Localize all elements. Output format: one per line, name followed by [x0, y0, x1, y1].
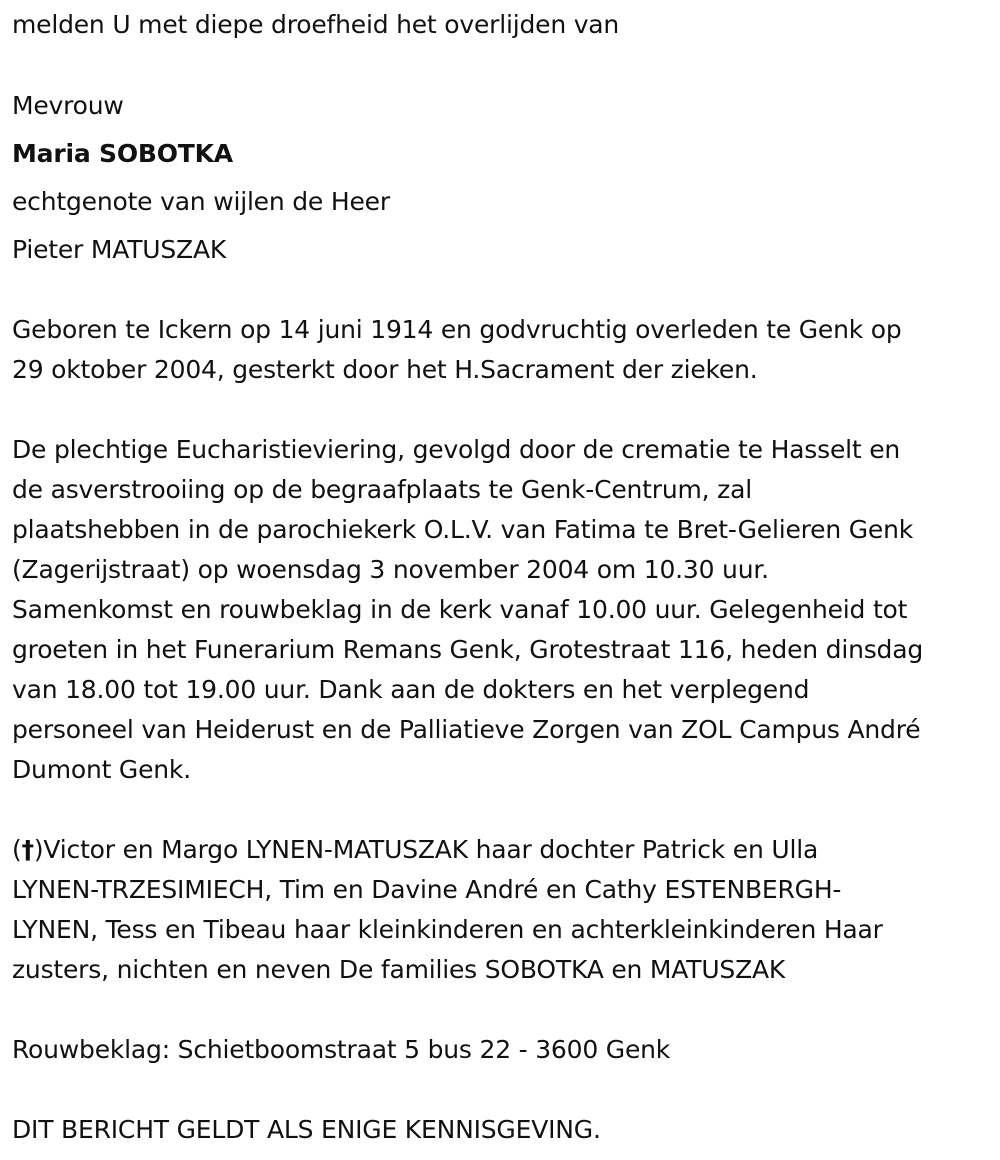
closing-statement: DIT BERICHT GELDT ALS ENIGE KENNISGEVING. — [12, 1115, 601, 1144]
birth-death-paragraph — [12, 310, 987, 390]
paragraph-line: plaatshebben in de parochiekerk O.L.V. van Fatima te Bret-Gelieren Genk — [12, 515, 914, 544]
paragraph-line: LYNEN, Tess en Tibeau haar kleinkinderen en achterkleinkinderen Haar — [12, 915, 883, 944]
paragraph-line: de asverstrooiing op de begraafplaats te Genk-Centrum, zal — [12, 475, 752, 504]
paragraph-line: zusters, nichten en neven De families SOBOTKA en MATUSZAK — [12, 955, 786, 984]
paragraph-line: Geboren te Ickern op 14 juni 1914 en godvruchtig overleden te Genk op — [12, 315, 902, 344]
ceremony-paragraph — [12, 430, 987, 790]
paragraph-line: (Zagerijstraat) op woensdag 3 november 2004 om 10.30 uur. — [12, 555, 769, 584]
salutation: Mevrouw — [12, 91, 124, 120]
paragraph-line: groeten in het Funerarium Remans Genk, Grotestraat 116, heden dinsdag — [12, 635, 923, 664]
cross-icon: † — [21, 835, 34, 864]
family-first-line-text: )Victor en Margo LYNEN-MATUSZAK haar dochter Patrick en Ulla — [33, 835, 819, 864]
deceased-name: Maria SOBOTKA — [12, 139, 233, 168]
paragraph-line: LYNEN-TRZESIMIECH, Tim en Davine André en Cathy ESTENBERGH- — [12, 875, 842, 904]
paragraph-line: personeel van Heiderust en de Palliatieve Zorgen van ZOL Campus André — [12, 715, 921, 744]
paragraph-line: De plechtige Eucharistieviering, gevolgd door de crematie te Hasselt en — [12, 435, 901, 464]
condolence-address: Rouwbeklag: Schietboomstraat 5 bus 22 - 3600 Genk — [12, 1035, 671, 1064]
paragraph-line: van 18.00 tot 19.00 uur. Dank aan de dokters en het verplegend — [12, 675, 810, 704]
spouse-name: Pieter MATUSZAK — [12, 235, 227, 264]
family-paragraph — [12, 830, 987, 990]
paren-open: ( — [12, 835, 22, 864]
paragraph-line: 29 oktober 2004, gesterkt door het H.Sacrament der zieken. — [12, 355, 758, 384]
paragraph-line: Samenkomst en rouwbeklag in de kerk vanaf 10.00 uur. Gelegenheid tot — [12, 595, 908, 624]
paragraph-line — [12, 830, 987, 870]
intro-text: melden U met diepe droefheid het overlijden van — [12, 10, 620, 39]
paragraph-line: Dumont Genk. — [12, 755, 191, 784]
relation-text: echtgenote van wijlen de Heer — [12, 187, 390, 216]
